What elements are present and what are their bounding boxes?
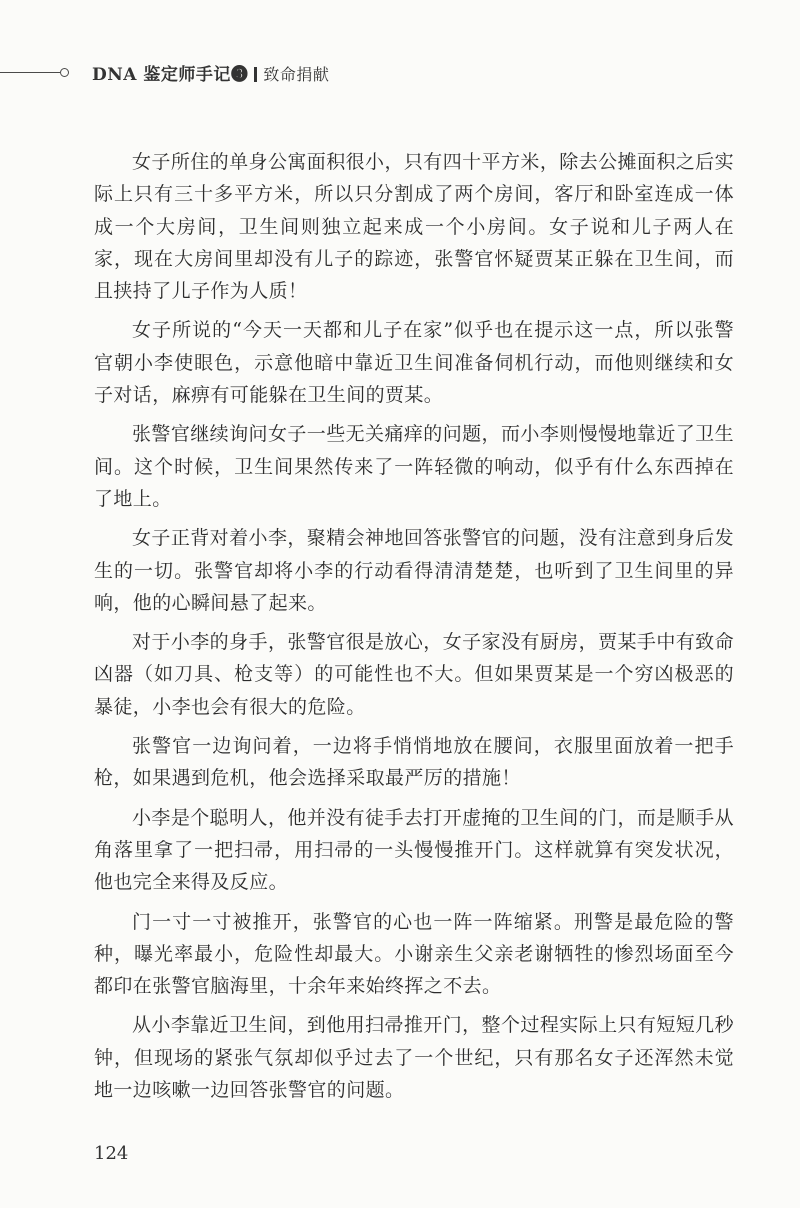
header-ornament-circle	[60, 68, 69, 77]
header-title-group	[92, 60, 329, 85]
paragraph-1: 女子所住的单身公寓面积很小，只有四十平方米，除去公摊面积之后实际上只有三十多平方米，所以只分割成了两个房间，客厅和卧室连成一体成一个大房间，卫生间则独立起来成一个小房间。女子说和儿子两人在家，现在大房间里却没有儿子的踪迹，张警官怀疑贾某正躲在卫生间，而且挟持了儿子作为人质！	[94, 151, 734, 303]
page-number: 124	[94, 1143, 129, 1164]
paragraph-8: 门一寸一寸被推开，张警官的心也一阵一阵缩紧。刑警是最危险的警种，曝光率最小，危险性却最大。小谢亲生父亲老谢牺牲的惨烈场面至今都印在张警官脑海里，十余年来始终挥之不去。	[94, 910, 734, 998]
paragraph-5: 对于小李的身手，张警官很是放心，女子家没有厨房，贾某手中有致命凶器（如刀具、枪支等）的可能性也不大。但如果贾某是一个穷凶极恶的暴徒，小李也会有很大的危险。	[94, 631, 734, 718]
header-separator	[254, 67, 257, 82]
running-header	[0, 58, 800, 88]
book-title: DNA 鉴定师手记❸	[92, 65, 249, 85]
book-subtitle: 致命捐献	[263, 65, 330, 84]
paragraph-9: 从小李靠近卫生间，到他用扫帚推开门，整个过程实际上只有短短几秒钟，但现场的紧张气氛却似乎过去了一个世纪，只有那名女子还浑然未觉地一边咳嗽一边回答张警官的问题。	[94, 1014, 734, 1102]
page-body	[94, 146, 734, 1113]
paragraph-3: 张警官继续询问女子一些无关痛痒的问题，而小李则慢慢地靠近了卫生间。这个时候，卫生间果然传来了一阵轻微的响动，似乎有什么东西掉在了地上。	[94, 423, 734, 510]
paragraph-4: 女子正背对着小李，聚精会神地回答张警官的问题，没有注意到身后发生的一切。张警官却将小李的行动看得清清楚楚，也听到了卫生间里的异响，他的心瞬间悬了起来。	[94, 527, 734, 614]
paragraph-7: 小李是个聪明人，他并没有徒手去打开虚掩的卫生间的门，而是顺手从角落里拿了一把扫帚，用扫帚的一头慢慢推开门。这样就算有突发状况，他也完全来得及反应。	[94, 806, 734, 894]
paragraph-2: 女子所说的“今天一天都和儿子在家”似乎也在提示这一点，所以张警官朝小李使眼色，示意他暗中靠近卫生间准备伺机行动，而他则继续和女子对话，麻痹有可能躲在卫生间的贾某。	[94, 319, 734, 407]
header-rule	[0, 72, 60, 73]
paragraph-6: 张警官一边询问着，一边将手悄悄地放在腰间，衣服里面放着一把手枪，如果遇到危机，他会选择采取最严厉的措施！	[94, 735, 734, 790]
